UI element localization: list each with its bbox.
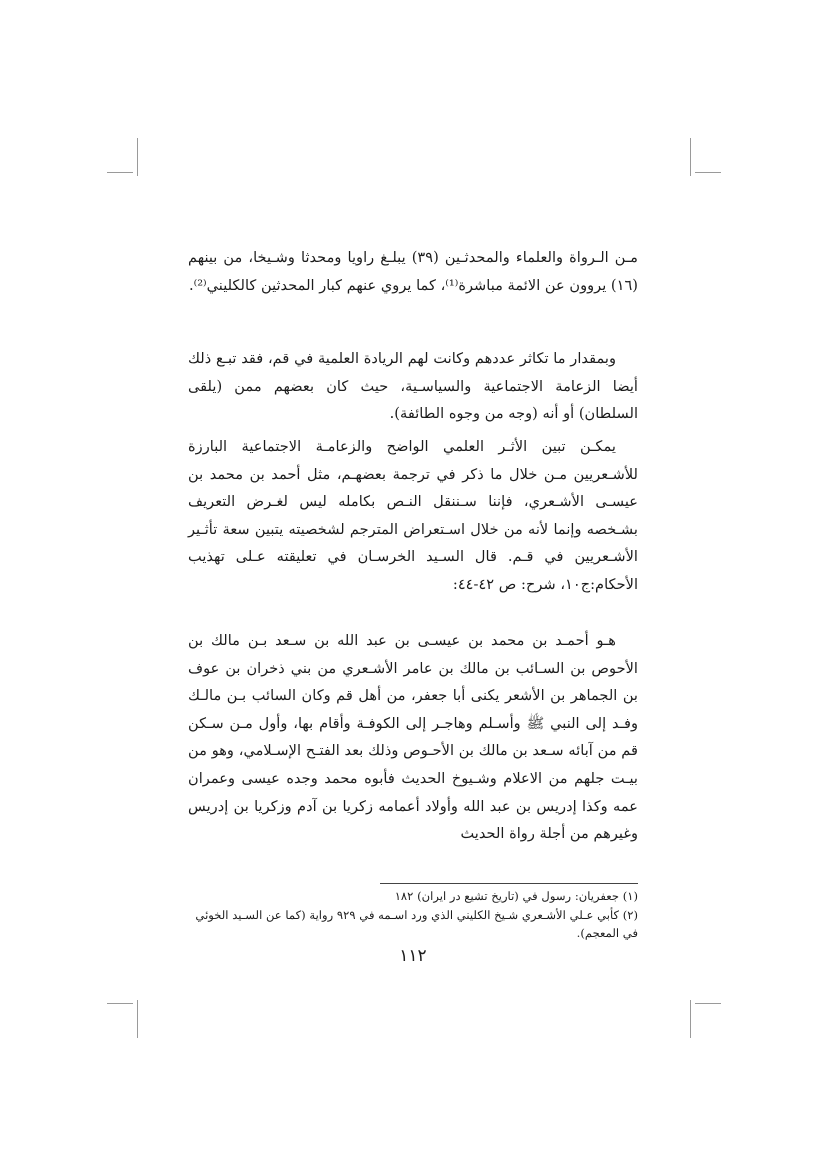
crop-mark-top-left-horizontal (107, 172, 133, 173)
page-number: ١١٢ (399, 946, 427, 966)
crop-mark-bottom-right-horizontal (695, 1003, 721, 1004)
crop-mark-top-left-vertical (137, 138, 138, 176)
crop-mark-top-right-vertical (690, 138, 691, 176)
footnote-1: (١) جعفريان: رسول في (تاريخ تشيع در ايران) ١٨٢ (394, 889, 638, 903)
paragraph-biography: هـو أحمـد بن محمد بن عيسـى بن عبد الله بن سـعد بـن مالك بن الأحوص بن السـائب بن مالك بن عامر الأشـعري من بني ذخران بن عوف بن الجماهر بن الأشعر يكنى أبا جعفر، من أهل قم وكان السائب بـن مالـك وفـد إلى النبي ﷺ وأسـلم وهاجـر إلى الكوفـة وأقام بها، وأول مـن سـكن قم من آبائه سـعد بن مالك بن الأحـوص وذلك بعد الفتـح الإسـلامي، وهو من بيـت جلهم من الاعلام وشـيوخ الحديث فأبوه محمد وجده عيسى وعمران عمه وكذا إدريس بن عبد الله وأولاد أعمامه زكريا بن آدم وزكريا بن إدريس وغيرهم من أجلة رواة الحديث (188, 632, 638, 843)
crop-mark-bottom-left-vertical (137, 1000, 138, 1038)
paragraph-narrators: مـن الـرواة والعلماء والمحدثـين (٣٩) يبلـغ راويا ومحدثا وشـيخا، من بينهم (١٦) يروون عن الائمة مباشرة⁽¹⁾، كما يروي عنهم كبار المحدثين كالكليني⁽²⁾. (188, 249, 638, 294)
crop-mark-bottom-right-vertical (690, 1000, 691, 1038)
crop-mark-top-right-horizontal (695, 172, 721, 173)
footnote-separator (380, 883, 638, 884)
crop-mark-bottom-left-horizontal (107, 1003, 133, 1004)
footnote-2: (٢) كأبي عـلي الأشـعري شـيخ الكليني الذي ورد اسـمه في ٩٢٩ رواية (كما عن السـيد الخوئي في المعجم). (195, 908, 638, 940)
paragraph-leadership: وبمقدار ما تكاثر عددهم وكانت لهم الريادة العلمية في قم، فقد تبـع ذلك أيضا الزعامة الاجتماعية والسياسـية، حيث كان بعضهم ممن (يلقى السلطان) أو أنه (وجه من وجوه الطائفة). (188, 350, 638, 423)
paragraph-influence: يمكـن تبين الأثـر العلمي الواضح والزعامـة الاجتماعية البارزة للأشـعريين مـن خلال ما ذكر في ترجمة بعضهـم، مثل أحمد بن محمد بن عيسـى الأشـعري، فإننا سـننقل النـص بكامله ليس لغـرض التعريف بشـخصه وإنما لأنه من خلال اسـتعراض المترجم لشخصيته يتبين سعة تأثـير الأشـعريين في قـم. قال السـيد الخرسـان في تعليقته عـلى تهذيب الأحكام:ج١٠، شرح: ص ٤٢-٤٤: (188, 438, 638, 593)
